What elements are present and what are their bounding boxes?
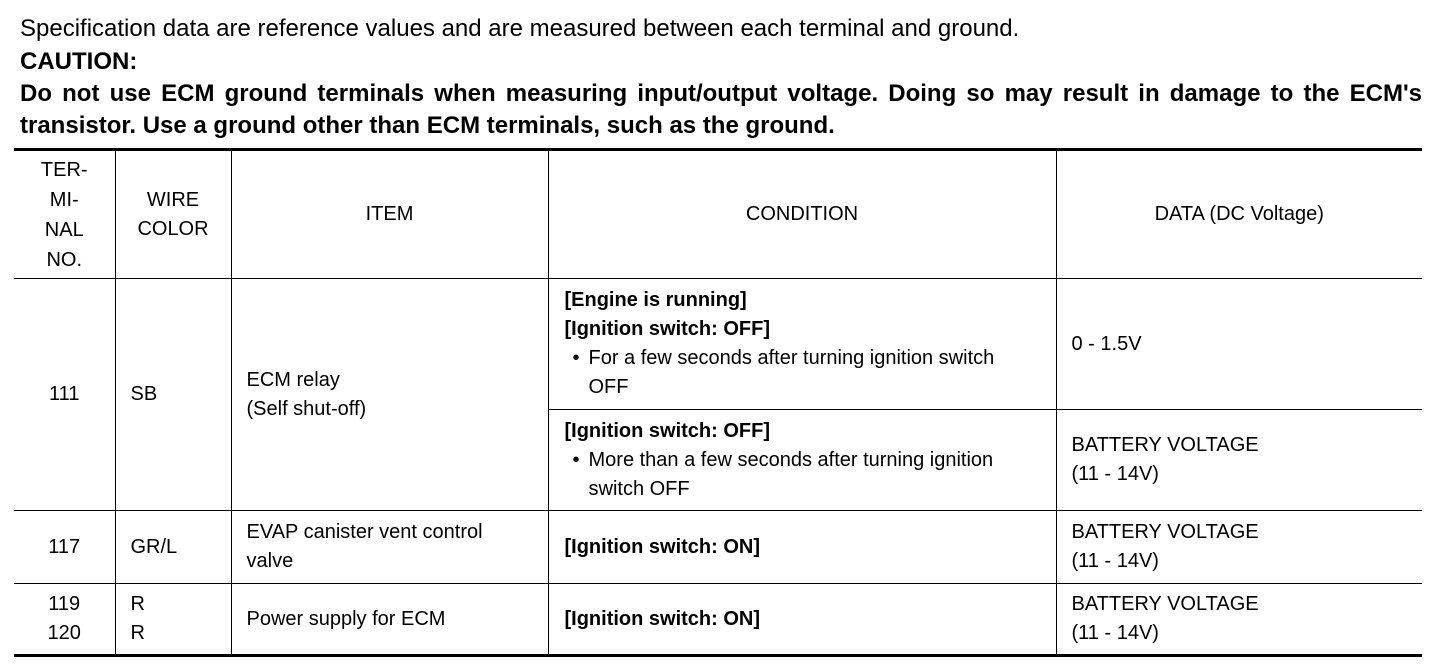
bullet-icon: • [572, 448, 580, 471]
condition-label: [Ignition switch: OFF] [564, 318, 771, 340]
condition-label: [Ignition switch: OFF] [564, 419, 771, 442]
bullet-icon: • [572, 347, 580, 369]
table-row [14, 511, 1422, 584]
item-cell: ECM relay (Self shut-off) [231, 279, 548, 511]
bullet-item [565, 344, 1038, 402]
condition-label: [Engine is running] [564, 289, 747, 311]
item-cell: EVAP canister vent control valve [231, 511, 548, 584]
table-row [14, 584, 1422, 656]
header-item: ITEM [231, 150, 548, 279]
caution-text: Do not use ECM ground terminals when measuring input/output voltage. Doing so may result in damage to the ECM's transistor. Use a ground other than ECM terminals, such as the ground. [20, 80, 1422, 139]
data-cell: 0 - 1.5V [1056, 279, 1422, 410]
wire-color-cell: R R [115, 584, 231, 656]
terminal-cell: 111 [14, 279, 115, 511]
data-cell: BATTERY VOLTAGE (11 - 14V) [1056, 410, 1422, 511]
table-row [14, 279, 1422, 410]
condition-cell: [Ignition switch: ON] [548, 584, 1056, 656]
data-cell: BATTERY VOLTAGE (11 - 14V) [1056, 511, 1422, 584]
caution-title: CAUTION: [20, 48, 138, 75]
header-wire-color: WIRE COLOR [115, 150, 231, 279]
terminal-spec-table-wrap [14, 148, 1422, 657]
condition-cell: [Ignition switch: ON] [548, 511, 1056, 584]
wire-color-cell: GR/L [115, 511, 231, 584]
intro-text: Specification data are reference values and are measured between each terminal and ground. [20, 15, 1020, 42]
document-page [20, 0, 1422, 142]
terminal-cell: 117 [14, 511, 115, 584]
condition-cell [548, 410, 1056, 511]
bullet-text: More than a few seconds after turning ignition switch OFF [588, 448, 994, 500]
data-cell: BATTERY VOLTAGE (11 - 14V) [1056, 584, 1422, 656]
header-terminal-no: TER- MI- NAL NO. [14, 150, 115, 279]
condition-cell [548, 279, 1056, 410]
item-cell: Power supply for ECM [231, 584, 548, 656]
terminal-cell: 119 120 [14, 584, 115, 656]
terminal-spec-table [14, 148, 1422, 657]
bullet-item [565, 446, 1038, 504]
header-condition: CONDITION [548, 150, 1056, 279]
wire-color-cell: SB [115, 279, 231, 511]
table-header-row [14, 150, 1422, 279]
bullet-text: For a few seconds after turning ignition switch OFF [588, 347, 995, 398]
header-data: DATA (DC Voltage) [1056, 150, 1422, 279]
